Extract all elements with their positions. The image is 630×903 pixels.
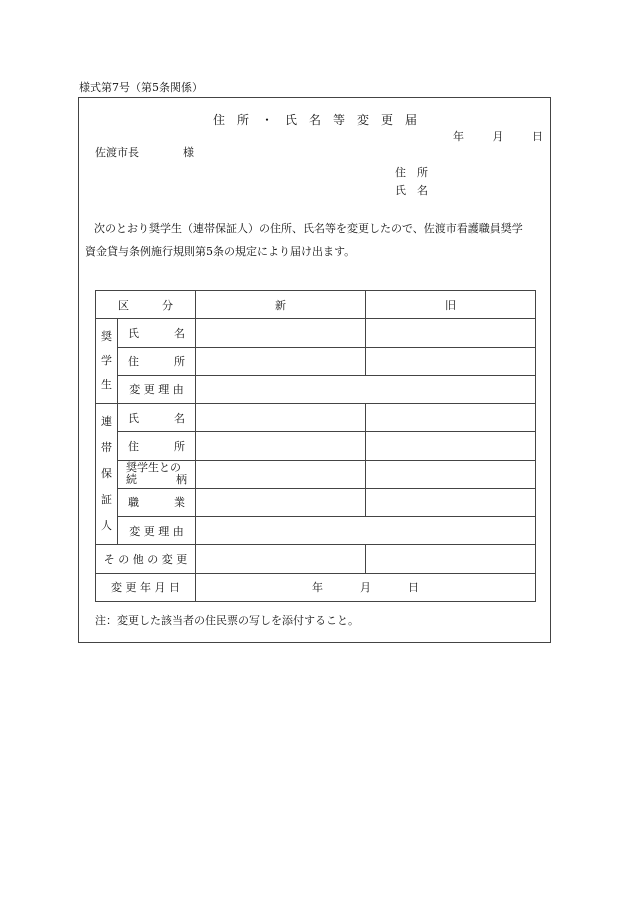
student-name-new[interactable]	[196, 319, 366, 347]
table-row	[96, 432, 536, 460]
table-row	[96, 319, 536, 347]
student-address-old[interactable]	[366, 347, 536, 375]
table-row	[96, 573, 536, 601]
student-group-text: 奨 学 生	[101, 330, 112, 392]
guarantor-address-label: 住 所	[118, 432, 196, 460]
guarantor-reason-field[interactable]	[196, 517, 536, 545]
guarantor-occupation-old[interactable]	[366, 488, 536, 516]
table-row	[96, 545, 536, 573]
change-date-label: 変 更 年 月 日	[96, 573, 196, 601]
month-label: 月	[492, 130, 504, 143]
day-label: 日	[532, 130, 543, 143]
student-address-label: 住 所	[118, 347, 196, 375]
table-row	[96, 375, 536, 403]
table-row	[96, 404, 536, 432]
other-change-old[interactable]	[366, 545, 536, 573]
student-group-label	[96, 319, 118, 404]
student-reason-label: 変 更 理 由	[118, 375, 196, 403]
change-month: 月	[360, 581, 371, 595]
guarantor-relation-label	[118, 460, 196, 488]
student-name-old[interactable]	[366, 319, 536, 347]
guarantor-reason-label: 変 更 理 由	[118, 517, 196, 545]
applicant-name-label: 氏 名	[395, 184, 428, 197]
guarantor-group-text: 連 帯 保 証 人	[101, 415, 112, 533]
guarantor-address-new[interactable]	[196, 432, 366, 460]
form-title: 住 所 ・ 氏 名 等 変 更 届	[212, 113, 417, 127]
change-year: 年	[312, 581, 323, 595]
guarantor-name-old[interactable]	[366, 404, 536, 432]
table-row	[96, 460, 536, 488]
change-table	[95, 290, 536, 602]
body-text-line-2: 資金貸与条例施行規則第5条の規定により届け出ます。	[85, 245, 356, 258]
relation-line-1: 奨学生との	[126, 461, 181, 475]
guarantor-name-label: 氏 名	[118, 404, 196, 432]
footnote: 注：変更した該当者の住民票の写しを添付すること。	[95, 614, 359, 627]
header-old: 旧	[366, 291, 536, 319]
form-number-label: 様式第7号（第5条関係）	[79, 81, 203, 94]
guarantor-group-label	[96, 404, 118, 545]
guarantor-relation-old[interactable]	[366, 460, 536, 488]
table-row	[96, 347, 536, 375]
guarantor-name-new[interactable]	[196, 404, 366, 432]
other-change-new[interactable]	[196, 545, 366, 573]
change-day: 日	[408, 581, 419, 595]
guarantor-occupation-new[interactable]	[196, 488, 366, 516]
guarantor-occupation-label: 職 業	[118, 488, 196, 516]
guarantor-address-old[interactable]	[366, 432, 536, 460]
table-header-row	[96, 291, 536, 319]
student-reason-field[interactable]	[196, 375, 536, 403]
addressee: 佐渡市長 様	[95, 146, 194, 159]
year-label: 年	[453, 130, 464, 143]
student-name-label: 氏 名	[118, 319, 196, 347]
table-row	[96, 517, 536, 545]
applicant-address-label: 住 所	[395, 166, 428, 179]
student-address-new[interactable]	[196, 347, 366, 375]
header-category: 区 分	[96, 291, 196, 319]
guarantor-relation-new[interactable]	[196, 460, 366, 488]
change-date-field[interactable]	[196, 573, 536, 601]
relation-line-2: 続 柄	[126, 473, 187, 487]
other-change-label: そ の 他 の 変 更	[96, 545, 196, 573]
header-new: 新	[196, 291, 366, 319]
table-row	[96, 488, 536, 516]
submission-date	[453, 128, 543, 144]
body-text-line-1: 次のとおり奨学生（連帯保証人）の住所、氏名等を変更したので、佐渡市看護職員奨学	[94, 222, 523, 235]
